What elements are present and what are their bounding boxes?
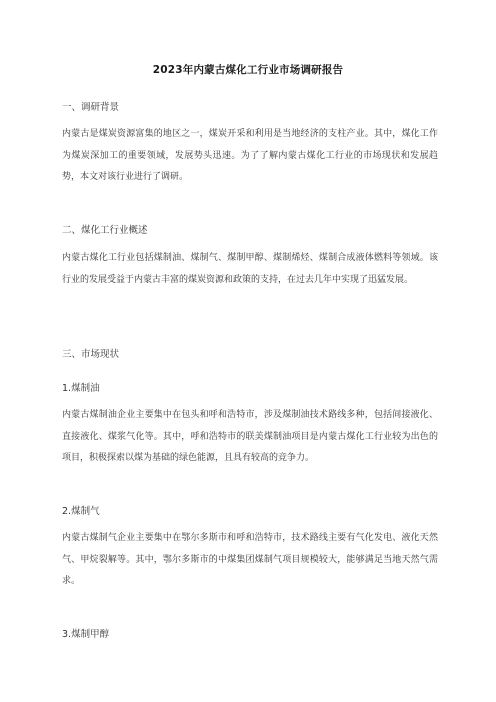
subsection-body-coal-to-oil: 内蒙古煤制油企业主要集中在包头和呼和浩特市，涉及煤制油技术路线多种，包括间接液化、直接液化、煤浆气化等。其中，呼和浩特市的联美煤制油项目是内蒙古煤化工行业较为出色的项目，积极探索以煤为基础的绿色能源，且具有较高的竞争力。 (62, 410, 438, 463)
section-body-background: 内蒙古是煤炭资源富集的地区之一，煤炭开采和利用是当地经济的支柱产业。其中，煤化工作为煤炭深加工的重要领域，发展势头迅速。为了了解内蒙古煤化工行业的市场现状和发展趋势，本文对该行业进行了调研。 (62, 129, 438, 182)
subsection-heading-coal-to-methanol: 3.煤制甲醇 (62, 629, 110, 640)
section-heading-background: 一、调研背景 (62, 102, 120, 113)
subsection-body-coal-to-gas: 内蒙古煤制气企业主要集中在鄂尔多斯市和呼和浩特市，技术路线主要有气化发电、液化天然气、甲烷裂解等。其中，鄂尔多斯市的中煤集团煤制气项目规模较大，能够满足当地天然气需求。 (62, 533, 438, 586)
section-heading-overview: 二、煤化工行业概述 (62, 225, 148, 236)
section-heading-market: 三、市场现状 (62, 349, 120, 360)
document-title: 2023年内蒙古煤化工行业市场调研报告 (152, 64, 344, 76)
section-body-overview: 内蒙古煤化工行业包括煤制油、煤制气、煤制甲醇、煤制烯烃、煤制合成液体燃料等领域。该行业的发展受益于内蒙古丰富的煤炭资源和政策的支持，在过去几年中实现了迅猛发展。 (62, 253, 438, 285)
subsection-heading-coal-to-oil: 1.煤制油 (62, 383, 100, 394)
subsection-heading-coal-to-gas: 2.煤制气 (62, 506, 100, 517)
